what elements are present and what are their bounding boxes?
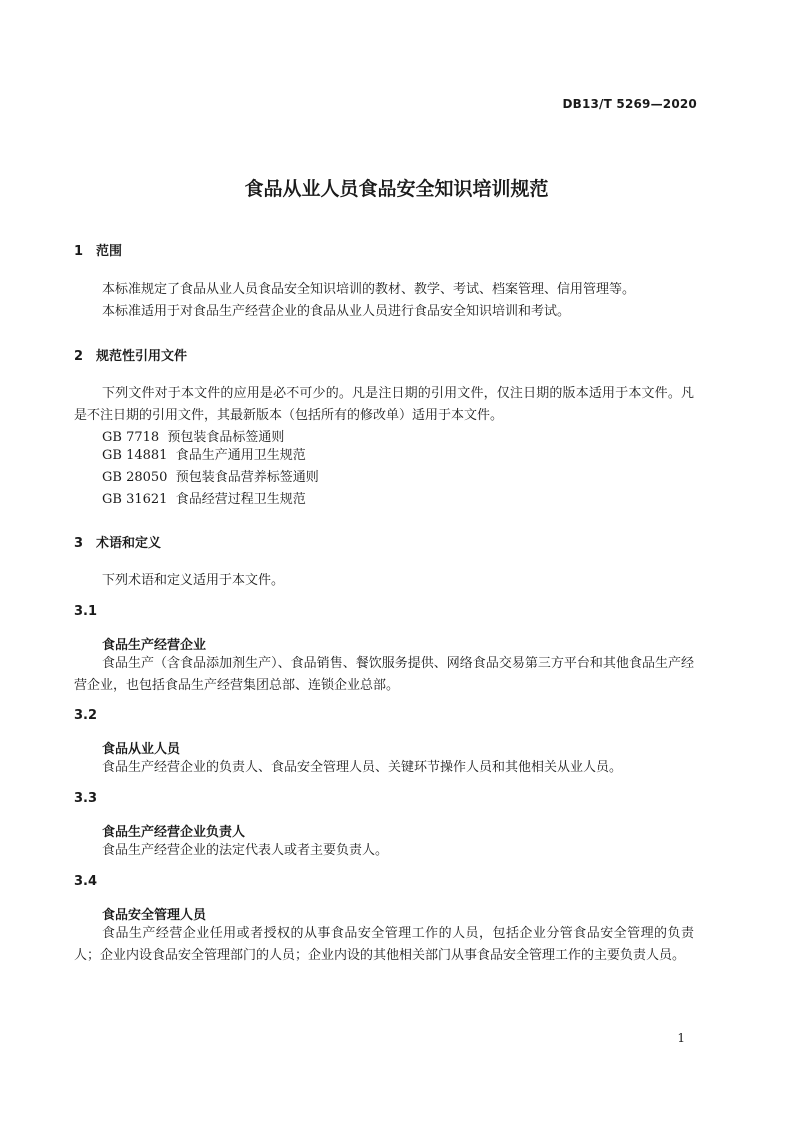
reference-title: 预包装食品标签通则 <box>167 430 285 445</box>
section-heading-scope <box>74 240 122 259</box>
section-heading-normative-references <box>74 345 187 364</box>
term-number: 3.4 <box>74 874 98 889</box>
section-title: 术语和定义 <box>96 536 162 551</box>
reference-item <box>102 467 319 489</box>
term-number: 3.2 <box>74 708 98 723</box>
term-name: 食品从业人员 <box>102 742 181 757</box>
terms-intro: 下列术语和定义适用于本文件。 <box>102 573 285 588</box>
reference-item <box>102 445 306 467</box>
term-definition: 食品生产经营企业的负责人、食品安全管理人员、关键环节操作人员和其他相关从业人员。 <box>102 760 623 775</box>
section-number: 1 <box>74 244 84 259</box>
scope-paragraph: 本标准规定了食品从业人员食品安全知识培训的教材、教学、考试、档案管理、信用管理等。 <box>102 282 636 297</box>
section-number: 3 <box>74 536 84 551</box>
reference-title: 食品经营过程卫生规范 <box>175 492 306 507</box>
reference-code: GB 31621 <box>102 492 168 507</box>
term-definition: 食品生产经营企业的法定代表人或者主要负责人。 <box>102 843 389 858</box>
term-name: 食品生产经营企业负责人 <box>102 825 246 840</box>
term-number: 3.3 <box>74 791 98 806</box>
section-number: 2 <box>74 349 84 364</box>
reference-title: 预包装食品营养标签通则 <box>175 470 319 485</box>
term-definition: 食品生产（含食品添加剂生产）、食品销售、餐饮服务提供、网络食品交易第三方平台和其他食品生产经营企业，也包括食品生产经营集团总部、连锁企业总部。 <box>74 656 694 693</box>
reference-code: GB 7718 <box>102 430 160 445</box>
document-title: 食品从业人员食品安全知识培训规范 <box>244 178 549 200</box>
term-name: 食品安全管理人员 <box>102 908 207 923</box>
scope-paragraph: 本标准适用于对食品生产经营企业的食品从业人员进行食品安全知识培训和考试。 <box>102 304 571 319</box>
term-definition: 食品生产经营企业任用或者授权的从事食品安全管理工作的人员，包括企业分管食品安全管理的负责人；企业内设食品安全管理部门的人员；企业内设的其他相关部门从事食品安全管理工作的主要负责人员。 <box>74 926 694 963</box>
reference-item <box>102 489 306 511</box>
term-number: 3.1 <box>74 604 98 619</box>
section-title: 范围 <box>96 244 123 259</box>
reference-code: GB 14881 <box>102 448 168 463</box>
standard-code: DB13/T 5269—2020 <box>562 97 697 111</box>
reference-title: 食品生产通用卫生规范 <box>175 448 306 463</box>
normative-references-intro: 下列文件对于本文件的应用是必不可少的。凡是注日期的引用文件，仅注日期的版本适用于本文件。凡是不注日期的引用文件，其最新版本（包括所有的修改单）适用于本文件。 <box>74 386 694 423</box>
page-number: 1 <box>677 1031 685 1045</box>
section-title: 规范性引用文件 <box>96 349 188 364</box>
term-name: 食品生产经营企业 <box>102 638 207 653</box>
reference-code: GB 28050 <box>102 470 168 485</box>
section-heading-terms-and-definitions <box>74 532 161 551</box>
